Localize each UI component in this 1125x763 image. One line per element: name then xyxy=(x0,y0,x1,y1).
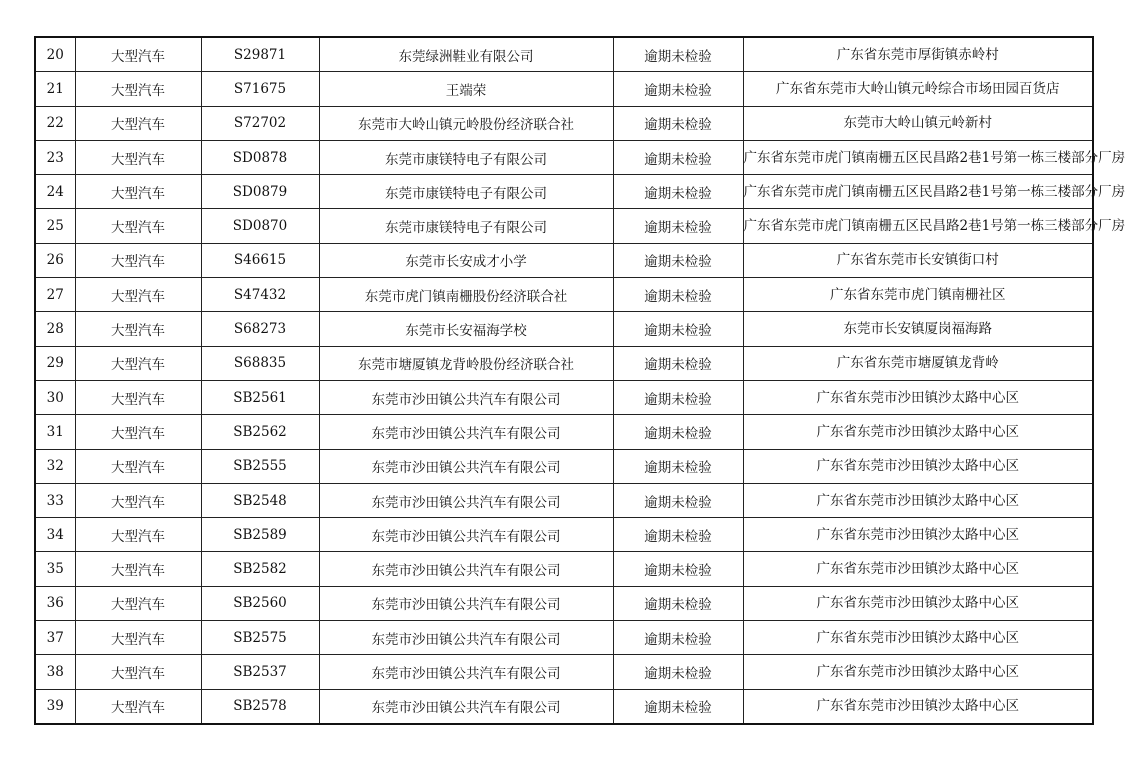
cell-number: 39 xyxy=(35,689,75,724)
table-row xyxy=(35,689,1093,724)
cell-number: 32 xyxy=(35,449,75,483)
cell-owner: 东莞市沙田镇公共汽车有限公司 xyxy=(319,586,613,620)
cell-owner: 东莞市沙田镇公共汽车有限公司 xyxy=(319,655,613,689)
cell-plate: SD0870 xyxy=(201,209,319,243)
address-text: 广东省东莞市沙田镇沙太路中心区 xyxy=(816,629,1019,646)
table-row xyxy=(35,278,1093,312)
cell-status: 逾期未检验 xyxy=(613,586,743,620)
address-text: 东莞市长安镇厦岗福海路 xyxy=(843,321,992,338)
cell-number: 30 xyxy=(35,380,75,414)
cell-vehicle-type: 大型汽车 xyxy=(75,140,201,174)
cell-address xyxy=(743,449,1093,483)
table-row xyxy=(35,518,1093,552)
cell-plate: SB2578 xyxy=(201,689,319,724)
cell-plate: SD0879 xyxy=(201,175,319,209)
cell-number: 25 xyxy=(35,209,75,243)
cell-status: 逾期未检验 xyxy=(613,689,743,724)
cell-status: 逾期未检验 xyxy=(613,209,743,243)
table-body xyxy=(35,37,1125,724)
cell-owner: 东莞市康镁特电子有限公司 xyxy=(319,140,613,174)
cell-plate: S29871 xyxy=(201,37,319,72)
cell-number: 22 xyxy=(35,106,75,140)
address-text: 广东省东莞市沙田镇沙太路中心区 xyxy=(816,492,1019,509)
cell-plate: S68273 xyxy=(201,312,319,346)
cell-number: 34 xyxy=(35,518,75,552)
address-text: 广东省东莞市虎门镇南栅五区民昌路2巷1号第一栋三楼部分厂房 xyxy=(743,149,1125,166)
cell-plate: SB2555 xyxy=(201,449,319,483)
table-row xyxy=(35,209,1093,243)
cell-number: 20 xyxy=(35,37,75,72)
address-text: 东莞市大岭山镇元岭新村 xyxy=(843,115,992,132)
table-row xyxy=(35,552,1093,586)
cell-status: 逾期未检验 xyxy=(613,483,743,517)
cell-address xyxy=(743,689,1093,724)
cell-owner: 东莞市沙田镇公共汽车有限公司 xyxy=(319,552,613,586)
cell-vehicle-type: 大型汽车 xyxy=(75,243,201,277)
cell-status: 逾期未检验 xyxy=(613,278,743,312)
table-row xyxy=(35,621,1093,655)
address-text: 广东省东莞市沙田镇沙太路中心区 xyxy=(816,458,1019,475)
table-row xyxy=(35,483,1093,517)
cell-owner: 东莞市沙田镇公共汽车有限公司 xyxy=(319,689,613,724)
table-row xyxy=(35,175,1093,209)
address-text: 广东省东莞市大岭山镇元岭综合市场田园百货店 xyxy=(776,80,1060,97)
cell-vehicle-type: 大型汽车 xyxy=(75,449,201,483)
cell-vehicle-type: 大型汽车 xyxy=(75,209,201,243)
cell-owner: 东莞绿洲鞋业有限公司 xyxy=(319,37,613,72)
cell-address xyxy=(743,621,1093,655)
cell-status: 逾期未检验 xyxy=(613,449,743,483)
cell-number: 33 xyxy=(35,483,75,517)
cell-plate: S71675 xyxy=(201,72,319,106)
cell-owner: 东莞市长安福海学校 xyxy=(319,312,613,346)
cell-status: 逾期未检验 xyxy=(613,621,743,655)
cell-plate: S46615 xyxy=(201,243,319,277)
cell-address xyxy=(743,209,1125,243)
cell-address xyxy=(743,37,1093,72)
table-row xyxy=(35,586,1093,620)
address-text: 广东省东莞市沙田镇沙太路中心区 xyxy=(816,663,1019,680)
cell-vehicle-type: 大型汽车 xyxy=(75,278,201,312)
cell-plate: S72702 xyxy=(201,106,319,140)
table-row xyxy=(35,106,1093,140)
address-text: 广东省东莞市虎门镇南栅五区民昌路2巷1号第一栋三楼部分厂房 xyxy=(743,183,1125,200)
cell-vehicle-type: 大型汽车 xyxy=(75,655,201,689)
cell-owner: 东莞市虎门镇南栅股份经济联合社 xyxy=(319,278,613,312)
cell-number: 31 xyxy=(35,415,75,449)
cell-address xyxy=(743,518,1093,552)
cell-status: 逾期未检验 xyxy=(613,243,743,277)
address-text: 广东省东莞市厚街镇赤岭村 xyxy=(836,46,999,63)
cell-plate: SB2589 xyxy=(201,518,319,552)
address-text: 广东省东莞市沙田镇沙太路中心区 xyxy=(816,698,1019,715)
cell-number: 38 xyxy=(35,655,75,689)
cell-plate: S68835 xyxy=(201,346,319,380)
cell-vehicle-type: 大型汽车 xyxy=(75,415,201,449)
cell-plate: S47432 xyxy=(201,278,319,312)
address-text: 广东省东莞市沙田镇沙太路中心区 xyxy=(816,595,1019,612)
cell-address xyxy=(743,586,1093,620)
table-row xyxy=(35,243,1093,277)
cell-number: 21 xyxy=(35,72,75,106)
address-text: 广东省东莞市沙田镇沙太路中心区 xyxy=(816,526,1019,543)
cell-status: 逾期未检验 xyxy=(613,346,743,380)
cell-vehicle-type: 大型汽车 xyxy=(75,175,201,209)
vehicle-table xyxy=(34,36,1125,725)
cell-status: 逾期未检验 xyxy=(613,518,743,552)
cell-status: 逾期未检验 xyxy=(613,140,743,174)
cell-address xyxy=(743,106,1093,140)
cell-status: 逾期未检验 xyxy=(613,552,743,586)
table-row xyxy=(35,380,1093,414)
cell-owner: 东莞市沙田镇公共汽车有限公司 xyxy=(319,415,613,449)
cell-vehicle-type: 大型汽车 xyxy=(75,586,201,620)
cell-address xyxy=(743,72,1093,106)
cell-status: 逾期未检验 xyxy=(613,655,743,689)
address-text: 广东省东莞市虎门镇南栅社区 xyxy=(830,286,1006,303)
cell-plate: SB2562 xyxy=(201,415,319,449)
cell-vehicle-type: 大型汽车 xyxy=(75,483,201,517)
cell-owner: 东莞市沙田镇公共汽车有限公司 xyxy=(319,518,613,552)
cell-status: 逾期未检验 xyxy=(613,380,743,414)
cell-status: 逾期未检验 xyxy=(613,37,743,72)
cell-number: 28 xyxy=(35,312,75,346)
cell-status: 逾期未检验 xyxy=(613,72,743,106)
cell-vehicle-type: 大型汽车 xyxy=(75,312,201,346)
cell-address xyxy=(743,312,1093,346)
cell-vehicle-type: 大型汽车 xyxy=(75,380,201,414)
address-text: 广东省东莞市虎门镇南栅五区民昌路2巷1号第一栋三楼部分厂房 xyxy=(743,218,1125,235)
table-row xyxy=(35,37,1093,72)
cell-number: 29 xyxy=(35,346,75,380)
cell-number: 36 xyxy=(35,586,75,620)
cell-owner: 东莞市沙田镇公共汽车有限公司 xyxy=(319,621,613,655)
cell-vehicle-type: 大型汽车 xyxy=(75,689,201,724)
cell-plate: SB2560 xyxy=(201,586,319,620)
cell-owner: 东莞市康镁特电子有限公司 xyxy=(319,175,613,209)
table-row xyxy=(35,312,1093,346)
table-row xyxy=(35,415,1093,449)
cell-vehicle-type: 大型汽车 xyxy=(75,346,201,380)
cell-number: 27 xyxy=(35,278,75,312)
cell-address xyxy=(743,140,1125,174)
cell-plate: SB2575 xyxy=(201,621,319,655)
cell-address xyxy=(743,278,1093,312)
cell-number: 26 xyxy=(35,243,75,277)
cell-plate: SD0878 xyxy=(201,140,319,174)
cell-number: 24 xyxy=(35,175,75,209)
cell-vehicle-type: 大型汽车 xyxy=(75,552,201,586)
cell-vehicle-type: 大型汽车 xyxy=(75,37,201,72)
address-text: 广东省东莞市沙田镇沙太路中心区 xyxy=(816,423,1019,440)
cell-status: 逾期未检验 xyxy=(613,415,743,449)
cell-number: 23 xyxy=(35,140,75,174)
cell-plate: SB2548 xyxy=(201,483,319,517)
cell-address xyxy=(743,552,1093,586)
cell-owner: 东莞市塘厦镇龙背岭股份经济联合社 xyxy=(319,346,613,380)
cell-address xyxy=(743,483,1093,517)
cell-owner: 王端荣 xyxy=(319,72,613,106)
cell-address xyxy=(743,243,1093,277)
cell-owner: 东莞市沙田镇公共汽车有限公司 xyxy=(319,483,613,517)
cell-owner: 东莞市沙田镇公共汽车有限公司 xyxy=(319,449,613,483)
cell-plate: SB2537 xyxy=(201,655,319,689)
cell-owner: 东莞市长安成才小学 xyxy=(319,243,613,277)
address-text: 广东省东莞市长安镇街口村 xyxy=(836,252,999,269)
cell-status: 逾期未检验 xyxy=(613,106,743,140)
cell-owner: 东莞市大岭山镇元岭股份经济联合社 xyxy=(319,106,613,140)
cell-status: 逾期未检验 xyxy=(613,175,743,209)
cell-address xyxy=(743,380,1093,414)
cell-owner: 东莞市沙田镇公共汽车有限公司 xyxy=(319,380,613,414)
cell-number: 37 xyxy=(35,621,75,655)
cell-number: 35 xyxy=(35,552,75,586)
cell-address xyxy=(743,415,1093,449)
table-row xyxy=(35,449,1093,483)
cell-address xyxy=(743,655,1093,689)
cell-plate: SB2582 xyxy=(201,552,319,586)
cell-address xyxy=(743,346,1093,380)
cell-vehicle-type: 大型汽车 xyxy=(75,621,201,655)
cell-address xyxy=(743,175,1125,209)
table-row xyxy=(35,346,1093,380)
cell-vehicle-type: 大型汽车 xyxy=(75,72,201,106)
cell-owner: 东莞市康镁特电子有限公司 xyxy=(319,209,613,243)
cell-plate: SB2561 xyxy=(201,380,319,414)
address-text: 广东省东莞市沙田镇沙太路中心区 xyxy=(816,389,1019,406)
table-row xyxy=(35,140,1093,174)
table-row xyxy=(35,72,1093,106)
address-text: 广东省东莞市塘厦镇龙背岭 xyxy=(836,355,999,372)
cell-vehicle-type: 大型汽车 xyxy=(75,518,201,552)
address-text: 广东省东莞市沙田镇沙太路中心区 xyxy=(816,561,1019,578)
cell-vehicle-type: 大型汽车 xyxy=(75,106,201,140)
table-row xyxy=(35,655,1093,689)
cell-status: 逾期未检验 xyxy=(613,312,743,346)
